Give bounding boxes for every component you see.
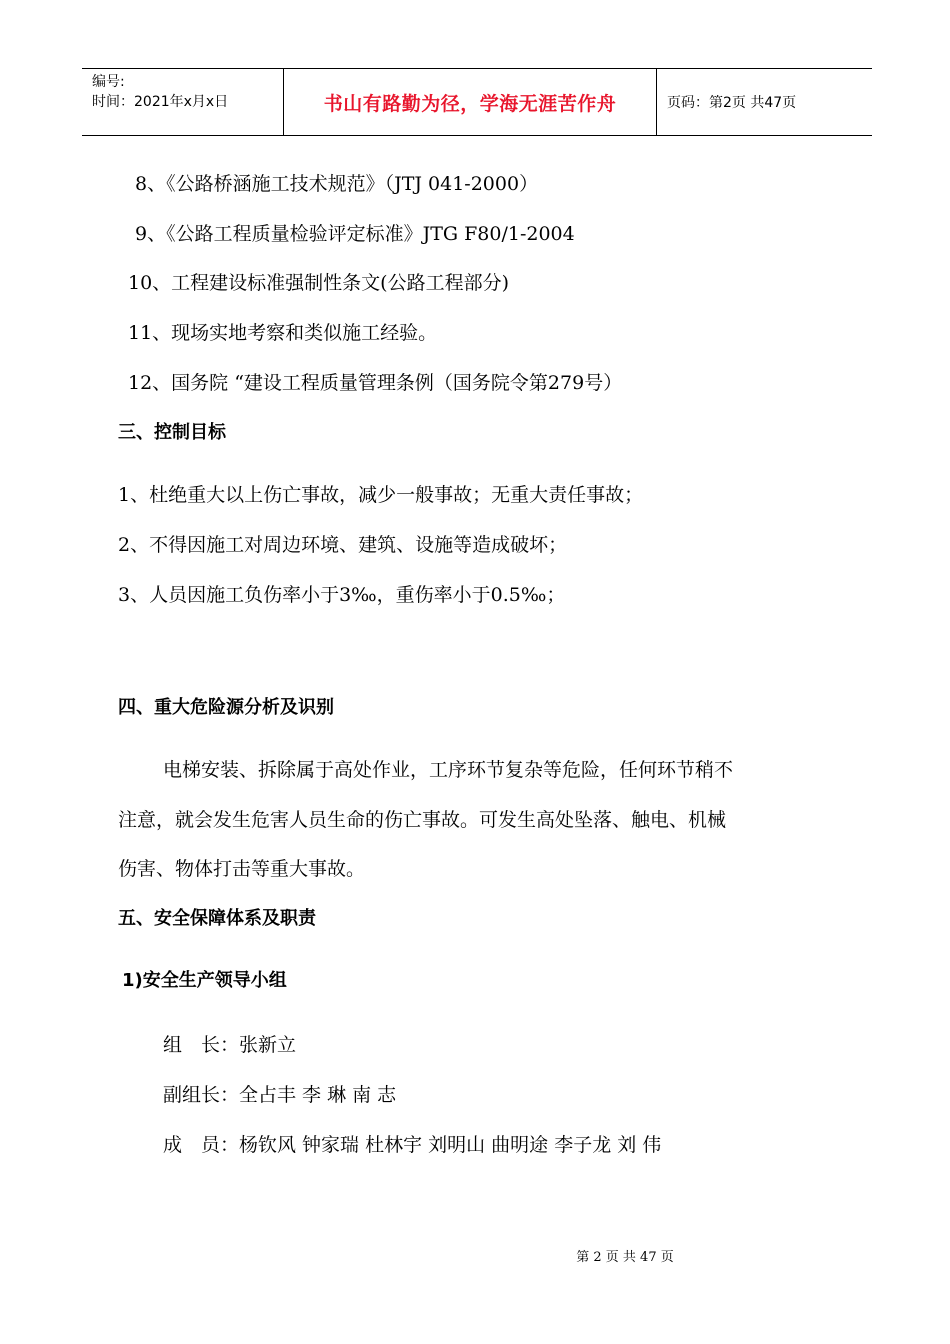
goal-item: 2、不得因施工对周边环境、建筑、设施等造成破坏； — [118, 534, 568, 556]
paragraph-line: 电梯安装、拆除属于高处作业，工序环节复杂等危险，任何环节稍不 — [163, 759, 734, 781]
section-heading: 三、控制目标 — [118, 422, 226, 443]
header-meta — [82, 69, 284, 135]
document-number: 编号: — [92, 74, 125, 90]
goal-item: 3、人员因施工负伤率小于3‰，重伤率小于0.5‰； — [118, 584, 566, 606]
paragraph-line: 注意，就会发生危害人员生命的伤亡事故。可发生高处坠落、触电、机械 — [118, 809, 727, 831]
subsection-heading: 1)安全生产领导小组 — [122, 970, 287, 991]
section-heading: 四、重大危险源分析及识别 — [118, 697, 334, 718]
header-page-info: 页码：第2页 共47页 — [667, 95, 797, 111]
paragraph-line: 伤害、物体打击等重大事故。 — [118, 858, 366, 880]
page-header — [82, 68, 872, 136]
member-line: 副组长：全占丰 李 琳 南 志 — [163, 1084, 397, 1106]
reference-item: 11、现场实地考察和类似施工经验。 — [128, 322, 438, 344]
document-time: 时间：2021年x月x日 — [92, 94, 229, 110]
member-line: 组 长：张新立 — [163, 1034, 297, 1056]
section-heading: 五、安全保障体系及职责 — [118, 908, 316, 929]
page-footer: 第 2 页 共 47 页 — [576, 1250, 674, 1265]
member-line: 成 员：杨钦风 钟家瑞 杜林宇 刘明山 曲明途 李子龙 刘 伟 — [163, 1134, 662, 1156]
reference-item: 8、《公路桥涵施工技术规范》（JTJ 041-2000） — [135, 173, 539, 195]
reference-item: 12、国务院 “建设工程质量管理条例（国务院令第279号） — [128, 372, 623, 394]
reference-item: 9、《公路工程质量检验评定标准》JTG F80/1-2004 — [135, 223, 575, 245]
header-motto: 书山有路勤为径，学海无涯苦作舟 — [284, 69, 657, 135]
reference-item: 10、工程建设标准强制性条文(公路工程部分) — [128, 272, 510, 294]
goal-item: 1、杜绝重大以上伤亡事故，减少一般事故；无重大责任事故； — [118, 484, 644, 506]
